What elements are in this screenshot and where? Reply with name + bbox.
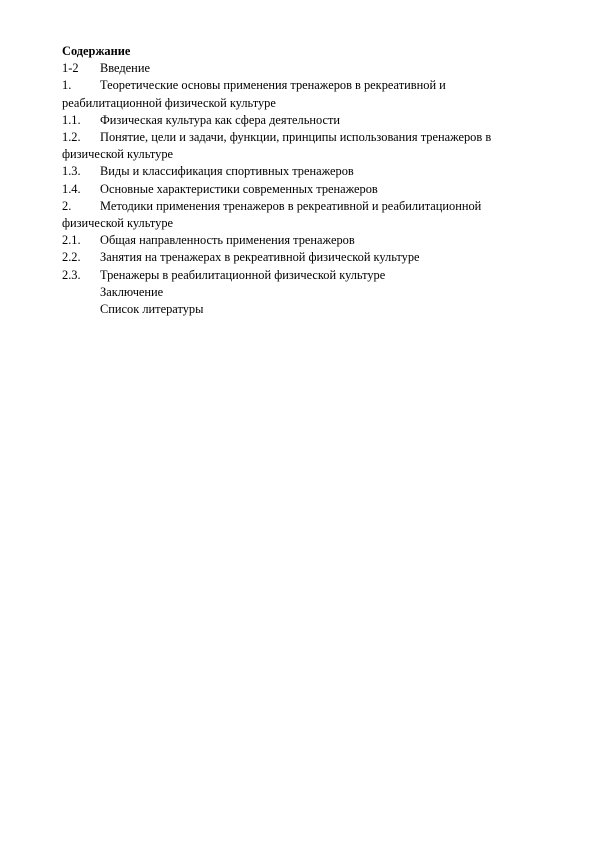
toc-entry-text: Виды и классификация спортивных тренажеров	[100, 164, 354, 179]
toc-title: Содержание	[62, 44, 131, 58]
toc-entry-1-4	[62, 181, 532, 198]
toc-entry-text: Занятия на тренажерах в рекреативной физической культуре	[100, 250, 420, 265]
toc-entry-number: 1.3.	[62, 164, 81, 179]
toc-entry-text: Понятие, цели и задачи, функции, принципы использования тренажеров в физической культуре	[62, 130, 492, 162]
toc-entry-text: Заключение	[100, 284, 164, 299]
toc-entry-number: 2.3.	[62, 267, 81, 282]
toc-entry-1-2	[62, 129, 532, 163]
toc-entry-text: Список литературы	[100, 302, 204, 317]
toc-entry-introduction	[62, 60, 532, 77]
toc-entry-number: 2.2.	[62, 250, 81, 265]
toc-entry-text: Теоретические основы применения тренажеров в рекреативной и реабилитационной физической культуре	[62, 78, 446, 110]
table-of-contents	[62, 43, 532, 318]
toc-entry-number: 1.2.	[62, 130, 81, 145]
toc-entry-2-2	[62, 249, 532, 266]
toc-entry-references	[62, 301, 532, 318]
toc-entry-chapter-1	[62, 77, 532, 111]
toc-entry-1-1	[62, 112, 532, 129]
toc-entry-text: Введение	[100, 61, 150, 76]
toc-entry-text: Тренажеры в реабилитационной физической культуре	[100, 267, 386, 282]
toc-entry-number: 2.1.	[62, 233, 81, 248]
toc-entry-number: 1.1.	[62, 112, 81, 127]
toc-entry-chapter-2	[62, 198, 532, 232]
toc-entry-2-3	[62, 267, 532, 284]
toc-entry-number: 1.4.	[62, 181, 81, 196]
toc-entry-text: Физическая культура как сфера деятельности	[100, 112, 341, 127]
toc-entry-conclusion	[62, 284, 532, 301]
toc-entry-2-1	[62, 232, 532, 249]
toc-entry-number: 1.	[62, 78, 72, 93]
toc-entry-1-3	[62, 163, 532, 180]
toc-entry-text: Основные характеристики современных тренажеров	[100, 181, 378, 196]
toc-entry-text: Методики применения тренажеров в рекреативной и реабилитационной физической культуре	[62, 198, 482, 231]
toc-entry-number: 2.	[62, 198, 72, 213]
toc-entry-number: 1-2	[62, 61, 79, 76]
toc-entry-text: Общая направленность применения тренажеров	[100, 233, 355, 248]
